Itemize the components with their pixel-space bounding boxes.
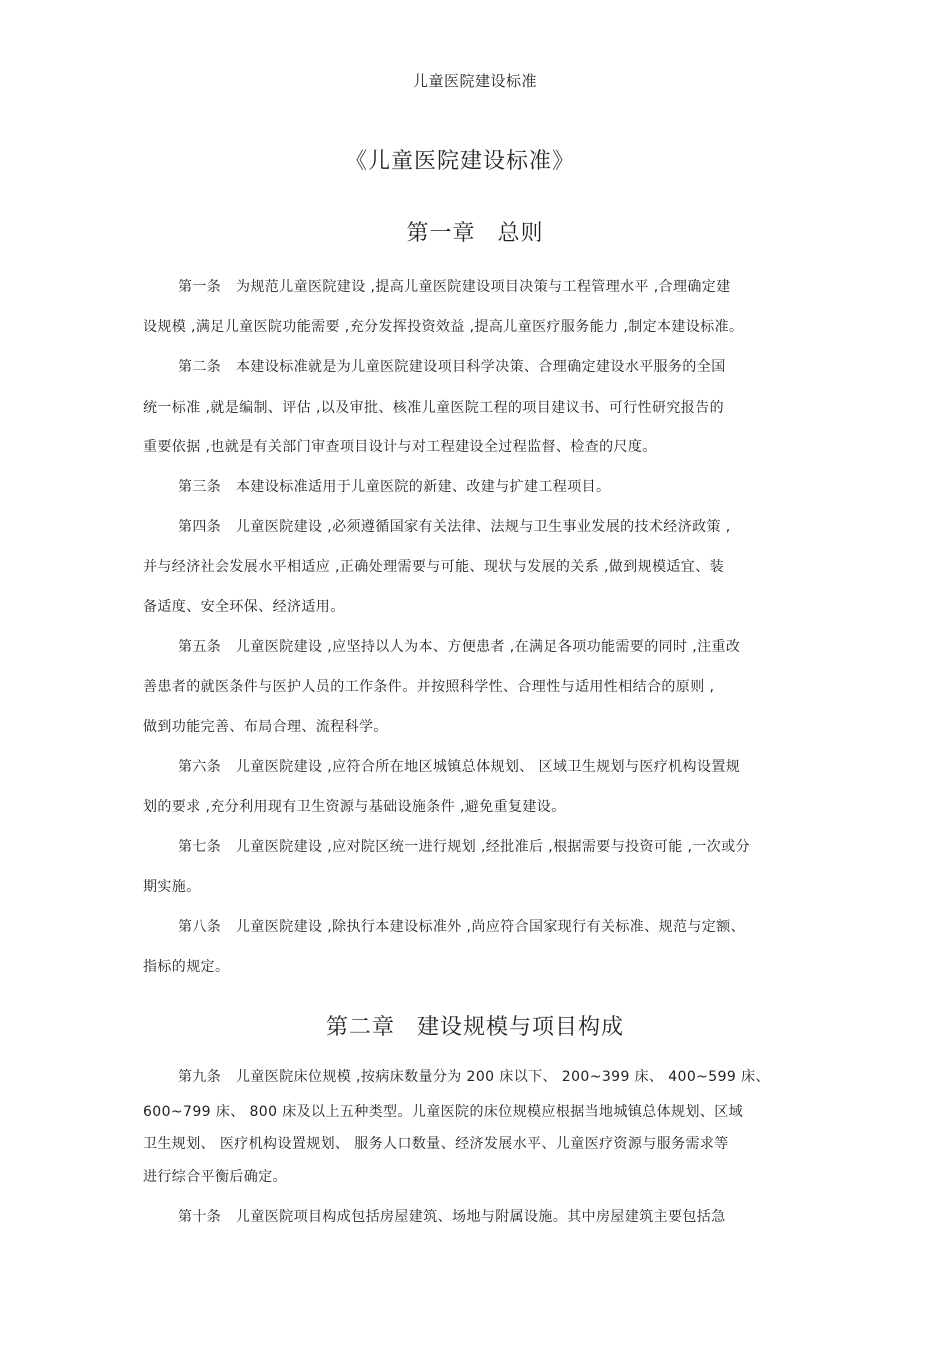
article-label: 第一条 bbox=[178, 279, 222, 295]
article-8-line-2: 指标的规定。 bbox=[143, 959, 230, 975]
article-9-line-4: 进行综合平衡后确定。 bbox=[143, 1169, 287, 1185]
article-2-line-2: 统一标准 ,就是编制、评估 ,以及审批、核准儿童医院工程的项目建议书、可行性研究报告的 bbox=[143, 400, 724, 416]
article-8-line-1 bbox=[178, 916, 745, 936]
article-label: 第五条 bbox=[178, 639, 222, 655]
article-2-line-3: 重要依据 ,也就是有关部门审查项目设计与对工程建设全过程监督、检查的尺度。 bbox=[143, 439, 657, 455]
article-9-line-3: 卫生规划、 医疗机构设置规划、 服务人口数量、经济发展水平、儿童医疗资源与服务需求等 bbox=[143, 1136, 729, 1152]
chapter-1-title bbox=[0, 216, 950, 247]
article-1-line-1 bbox=[178, 276, 731, 296]
article-text: 为规范儿童医院建设 ,提高儿童医院建设项目决策与工程管理水平 ,合理确定建 bbox=[236, 279, 731, 295]
article-5-line-3: 做到功能完善、布局合理、流程科学。 bbox=[143, 719, 388, 735]
chapter-number: 第一章 bbox=[406, 221, 476, 246]
article-label: 第二条 bbox=[178, 359, 222, 375]
article-text: 儿童医院建设 ,除执行本建设标准外 ,尚应符合国家现行有关标准、规范与定额、 bbox=[236, 919, 745, 935]
article-6-line-1 bbox=[178, 756, 740, 776]
article-label: 第六条 bbox=[178, 759, 222, 775]
article-6-line-2: 划的要求 ,充分利用现有卫生资源与基础设施条件 ,避免重复建设。 bbox=[143, 799, 566, 815]
article-9-line-2: 600~799 床、 800 床及以上五种类型。儿童医院的床位规模应根据当地城镇总体规划、区域 bbox=[143, 1104, 744, 1120]
chapter-name: 总则 bbox=[497, 221, 544, 246]
article-label: 第八条 bbox=[178, 919, 222, 935]
document-title: 《儿童医院建设标准》 bbox=[344, 149, 575, 174]
article-2-line-1 bbox=[178, 356, 726, 376]
article-label: 第三条 bbox=[178, 479, 222, 495]
article-text: 儿童医院建设 ,应坚持以人为本、方便患者 ,在满足各项功能需要的同时 ,注重改 bbox=[236, 639, 741, 655]
article-text: 本建设标准就是为儿童医院建设项目科学决策、合理确定建设水平服务的全国 bbox=[236, 359, 726, 375]
article-5-line-1 bbox=[178, 636, 740, 656]
article-text: 儿童医院项目构成包括房屋建筑、场地与附属设施。其中房屋建筑主要包括急 bbox=[236, 1209, 726, 1225]
article-label: 第七条 bbox=[178, 839, 222, 855]
article-9-line-1 bbox=[178, 1066, 770, 1086]
article-5-line-2: 善患者的就医条件与医护人员的工作条件。并按照科学性、合理性与适用性相结合的原则 , bbox=[143, 679, 715, 695]
article-text: 儿童医院建设 ,应符合所在地区城镇总体规划、 区域卫生规划与医疗机构设置规 bbox=[236, 759, 741, 775]
article-10-line-1 bbox=[178, 1206, 726, 1226]
article-text: 本建设标准适用于儿童医院的新建、改建与扩建工程项目。 bbox=[236, 479, 611, 495]
article-7-line-1 bbox=[178, 836, 750, 856]
article-text: 儿童医院建设 ,必须遵循国家有关法律、法规与卫生事业发展的技术经济政策 , bbox=[236, 519, 731, 535]
chapter-number: 第二章 bbox=[325, 1015, 395, 1040]
article-4-line-1 bbox=[178, 516, 731, 536]
article-7-line-2: 期实施。 bbox=[143, 879, 201, 895]
article-4-line-2: 并与经济社会发展水平相适应 ,正确处理需要与可能、现状与发展的关系 ,做到规模适宜、装 bbox=[143, 559, 724, 575]
article-text: 儿童医院床位规模 ,按病床数量分为 200 床以下、 200~399 床、 400~599 床、 bbox=[236, 1069, 770, 1085]
article-label: 第十条 bbox=[178, 1209, 222, 1225]
article-label: 第九条 bbox=[178, 1069, 222, 1085]
chapter-2-title bbox=[0, 1010, 950, 1041]
article-1-line-2: 设规模 ,满足儿童医院功能需要 ,充分发挥投资效益 ,提高儿童医疗服务能力 ,制定本建设标准。 bbox=[143, 319, 744, 335]
article-4-line-3: 备适度、安全环保、经济适用。 bbox=[143, 599, 345, 615]
chapter-name: 建设规模与项目构成 bbox=[417, 1015, 625, 1040]
article-label: 第四条 bbox=[178, 519, 222, 535]
article-text: 儿童医院建设 ,应对院区统一进行规划 ,经批准后 ,根据需要与投资可能 ,一次或分 bbox=[236, 839, 750, 855]
article-3-line-1 bbox=[178, 476, 610, 496]
running-header: 儿童医院建设标准 bbox=[412, 72, 537, 90]
